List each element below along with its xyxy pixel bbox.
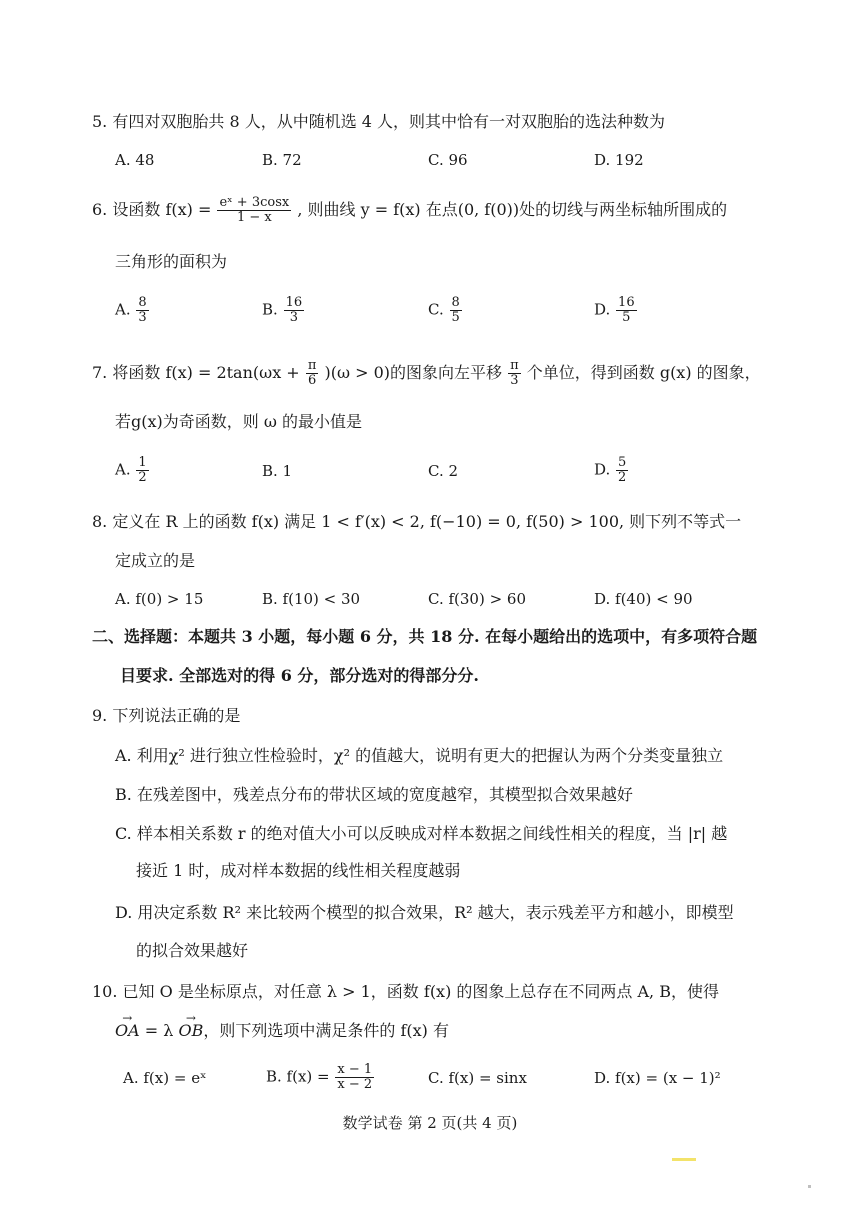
q5-stem: 5. 有四对双胞胎共 8 人，从中随机选 4 人，则其中恰有一对双胞胎的选法种数为 <box>92 112 666 131</box>
q7-part1: 7. 将函数 f(x) = 2tan(ωx + <box>92 363 300 382</box>
q7-option-a-den: 2 <box>138 470 147 485</box>
q10-stem-line2 <box>115 1020 449 1042</box>
section-2-heading-line2: 目要求. 全部选对的得 6 分，部分选对的得部分分. <box>120 666 479 685</box>
q6-option-a-label: A. <box>115 300 131 319</box>
q9-option-d-line2: 的拟合效果越好 <box>136 941 249 960</box>
scan-dot <box>808 1185 811 1188</box>
q5-option-c: C. 96 <box>428 151 468 169</box>
q8-option-c: C. f(30) > 60 <box>428 590 527 608</box>
q7-six-den: 6 <box>307 373 317 388</box>
q6-option-d-num: 16 <box>618 295 635 310</box>
q5-option-d: D. 192 <box>594 151 644 169</box>
q7-pi-over-3 <box>508 359 521 388</box>
q10-option-b-fraction <box>335 1063 374 1092</box>
q7-pi-num: π <box>307 358 317 373</box>
q6-option-d <box>594 296 638 325</box>
q7-part2: )(ω > 0)的图象向左平移 <box>324 363 502 382</box>
q6-stem <box>92 196 727 225</box>
q6-fraction-numerator: eˣ + 3cosx <box>219 195 290 210</box>
q6-fraction <box>217 196 291 225</box>
q10-option-b-num: x − 1 <box>337 1062 373 1077</box>
q6-option-d-den: 5 <box>622 310 631 325</box>
q6-option-a-den: 3 <box>138 310 147 325</box>
q10-stem: 10. 已知 O 是坐标原点，对任意 λ > 1，函数 f(x) 的图象上总存在不同两点 A, B，使得 <box>92 982 719 1001</box>
q6-option-a-fraction <box>136 296 148 325</box>
q7-three-den: 3 <box>510 373 519 388</box>
q6-option-c-fraction <box>450 296 462 325</box>
q9-option-b: B. 在残差图中，残差点分布的带状区域的宽度越窄，其模型拟合效果越好 <box>115 785 633 804</box>
q6-option-c-label: C. <box>428 300 444 319</box>
q7-stem-line2: 若g(x)为奇函数，则 ω 的最小值是 <box>115 412 362 431</box>
q9-option-a: A. 利用χ² 进行独立性检验时，χ² 的值越大，说明有更大的把握认为两个分类变量独立 <box>115 746 724 765</box>
page-footer: 数学试卷 第 2 页(共 4 页) <box>342 1114 518 1132</box>
q6-option-d-fraction <box>616 296 637 325</box>
vector-oa: → OA <box>115 1020 140 1042</box>
q6-option-c-den: 5 <box>451 310 460 325</box>
q7-option-a-num: 1 <box>138 455 147 470</box>
q10-option-d: D. f(x) = (x − 1)² <box>594 1069 721 1087</box>
q7-option-a <box>115 456 150 485</box>
q7-part3: 个单位，得到函数 g(x) 的图象， <box>526 363 761 382</box>
q8-option-a: A. f(0) > 15 <box>115 590 204 608</box>
q9-option-c: C. 样本相关系数 r 的绝对值大小可以反映成对样本数据之间线性相关的程度，当 |r| 越 <box>115 824 728 843</box>
q8-option-b: B. f(10) < 30 <box>262 590 361 608</box>
q6-suffix: , 则曲线 y = f(x) 在点(0, f(0))处的切线与两坐标轴所围成的 <box>297 200 728 219</box>
q10-option-b-label: B. f(x) = <box>266 1067 330 1086</box>
q7-option-d-den: 2 <box>618 470 627 485</box>
q6-fraction-denominator: 1 − x <box>236 210 272 225</box>
q9-option-d: D. 用决定系数 R² 来比较两个模型的拟合效果，R² 越大，表示残差平方和越小，即模型 <box>115 903 734 922</box>
q7-option-d-num: 5 <box>618 455 627 470</box>
q6-option-d-label: D. <box>594 300 611 319</box>
q6-option-c <box>428 296 463 325</box>
q7-option-b: B. 1 <box>262 462 293 480</box>
q5-option-b: B. 72 <box>262 151 302 169</box>
q7-pi-over-6 <box>306 359 319 388</box>
q10-option-a: A. f(x) = eˣ <box>123 1069 207 1087</box>
q8-stem-line2: 定成立的是 <box>115 551 196 570</box>
q6-option-b-num: 16 <box>285 295 303 310</box>
q5-option-a: A. 48 <box>115 151 155 169</box>
q9-option-c-line2: 接近 1 时，成对样本数据的线性相关程度越弱 <box>136 861 461 880</box>
q6-stem-line2: 三角形的面积为 <box>115 252 228 271</box>
section-2-heading: 二、选择题：本题共 3 小题，每小题 6 分，共 18 分. 在每小题给出的选项中，有多项符合题 <box>92 627 758 646</box>
q6-fx: f(x) = <box>165 200 212 219</box>
vector-ob: → OB <box>178 1020 203 1042</box>
q7-option-a-fraction <box>136 456 148 485</box>
q6-option-a <box>115 296 150 325</box>
q10-equals-lambda: = λ <box>139 1021 179 1040</box>
q6-option-a-num: 8 <box>138 295 147 310</box>
q7-option-c: C. 2 <box>428 462 459 480</box>
q6-option-c-num: 8 <box>451 295 460 310</box>
q6-prefix: 6. 设函数 <box>92 200 161 219</box>
q7-stem <box>92 359 761 388</box>
q10-option-b <box>266 1063 375 1092</box>
q10-stem-line2-rest: ，则下列选项中满足条件的 f(x) 有 <box>203 1021 449 1040</box>
q6-option-b <box>262 296 305 325</box>
q7-option-d-fraction <box>616 456 628 485</box>
q10-option-c: C. f(x) = sinx <box>428 1069 527 1087</box>
q10-option-b-den: x − 2 <box>337 1077 373 1092</box>
q8-option-d: D. f(40) < 90 <box>594 590 693 608</box>
scan-mark <box>672 1158 696 1161</box>
q7-option-d <box>594 456 629 485</box>
q7-option-a-label: A. <box>115 460 131 479</box>
q7-pi-num-2: π <box>510 358 519 373</box>
q6-option-b-label: B. <box>262 300 278 319</box>
q8-stem: 8. 定义在 R 上的函数 f(x) 满足 1 < f′(x) < 2, f(−10) = 0, f(50) > 100, 则下列不等式一 <box>92 512 742 531</box>
q7-option-d-label: D. <box>594 460 611 479</box>
q6-option-b-fraction <box>284 296 305 325</box>
q9-stem: 9. 下列说法正确的是 <box>92 706 241 725</box>
q6-option-b-den: 3 <box>289 310 298 325</box>
